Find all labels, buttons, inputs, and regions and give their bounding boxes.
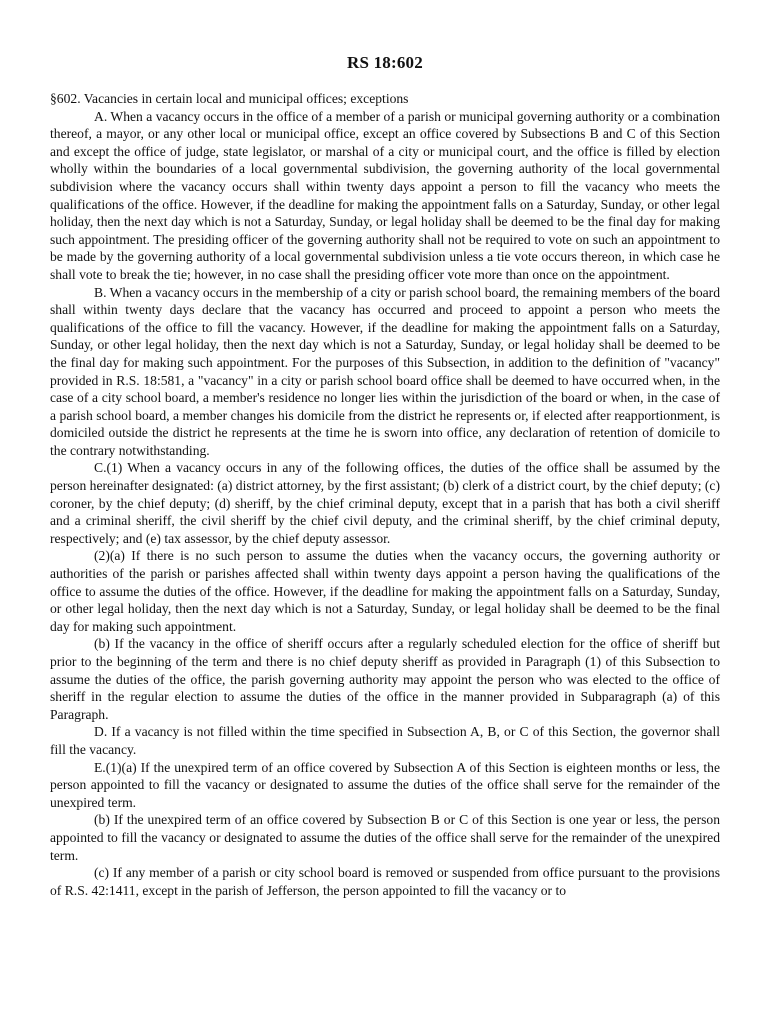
paragraph-c2a: (2)(a) If there is no such person to assume the duties when the vacancy occurs, the governing authority or authorities of the parish or parishes affected shall within twenty days appoint a person having the qualifications of the office to assume the duties of the office. However, if the deadline for making the appointment falls on a Saturday, Sunday, or other legal holiday, then the next day which is not a Saturday, Sunday, or legal holiday shall be deemed to be the final day for making such appointment.: [50, 548, 720, 634]
paragraph-e1b: (b) If the unexpired term of an office covered by Subsection B or C of this Section is one year or less, the person appointed to fill the vacancy or designated to assume the duties of the office shall serve for the remainder of the unexpired term.: [50, 812, 720, 863]
paragraph-d: D. If a vacancy is not filled within the time specified in Subsection A, B, or C of this Section, the governor shall fill the vacancy.: [50, 724, 720, 757]
document-page: [50, 52, 720, 899]
section-heading: §602. Vacancies in certain local and municipal offices; exceptions: [50, 91, 409, 106]
paragraph-b: B. When a vacancy occurs in the membership of a city or parish school board, the remaining members of the board shall within twenty days declare that the vacancy has occurred and proceed to appoint a person who meets the qualifications of the office to fill the vacancy. However, if the deadline for making the appointment falls on a Saturday, Sunday, or other legal holiday, then the next day which is not a Saturday, Sunday, or legal holiday shall be deemed to be the final day for making such appointment. For the purposes of this Subsection, in addition to the definition of "vacancy" provided in R.S. 18:581, a "vacancy" in a city or parish school board office shall be deemed to have occurred when, in the case of a city school board, a member's residence no longer lies within the jurisdiction of the board or when, in the case of a parish school board, a member changes his domicile from the district he represents or, if elected after reapportionment, is domiciled outside the district he represents at the time he is sworn into office, any declaration of retention of domicile to the contrary notwithstanding.: [50, 284, 720, 458]
paragraph-a: A. When a vacancy occurs in the office of a member of a parish or municipal governing authority or a combination thereof, a mayor, or any other local or municipal office, except an office covered by Subsections B and C of this Section and except the office of judge, state legislator, or marshal of a city or municipal court, and the office is filled by election wholly within the boundaries of a local governmental subdivision, the governing authority of the local governmental subdivision where the vacancy occurs shall within twenty days appoint a person to fill the vacancy who meets the qualifications of the office. However, if the deadline for making the appointment falls on a Saturday, Sunday, or other legal holiday, then the next day which is not a Saturday, Sunday, or legal holiday shall be deemed to be the final day for making such appointment. The presiding officer of the governing authority shall not be required to vote on such an appointment to be made by the governing authority of a local governmental subdivision unless a tie vote occurs thereon, in which case he shall vote to break the tie; however, in no case shall the presiding officer vote more than once on the appointment.: [50, 108, 720, 282]
paragraph-c1: C.(1) When a vacancy occurs in any of the following offices, the duties of the office shall be assumed by the person hereinafter designated: (a) district attorney, by the first assistant; (b) clerk of a district court, by the chief deputy; (c) coroner, by the chief deputy; (d) sheriff, by the chief criminal deputy, except that in a parish that has both a civil sheriff and a criminal sheriff, the civil sheriff by the chief civil deputy, and the criminal sheriff, by the chief criminal deputy, respectively; and (e) tax assessor, by the chief deputy assessor.: [50, 460, 720, 546]
paragraph-c2b: (b) If the vacancy in the office of sheriff occurs after a regularly scheduled election for the office of sheriff but prior to the beginning of the term and there is no chief deputy sheriff as provided in Paragraph (1) of this Subsection to assume the duties of the office, the parish governing authority may appoint the person who was elected to the office of sheriff in the regular election to assume the duties of the office in the manner provided in Subparagraph (a) of this Paragraph.: [50, 636, 720, 722]
document-title: RS 18:602: [347, 53, 423, 72]
paragraph-e1a: E.(1)(a) If the unexpired term of an office covered by Subsection A of this Section is eighteen months or less, the person appointed to fill the vacancy or designated to assume the duties of the office shall serve for the remainder of the unexpired term.: [50, 759, 720, 810]
paragraph-e1c: (c) If any member of a parish or city school board is removed or suspended from office pursuant to the provisions of R.S. 42:1411, except in the parish of Jefferson, the person appointed to fill the vacancy or to: [50, 865, 720, 898]
